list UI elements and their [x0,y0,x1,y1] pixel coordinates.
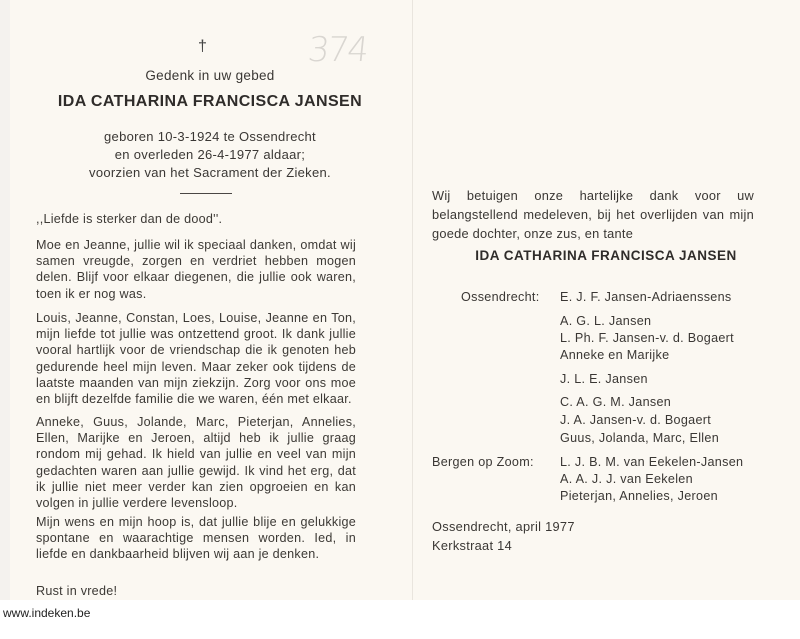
deceased-name: IDA CATHARINA FRANCISCA JANSEN [57,93,363,110]
family-member: J. A. Jansen-v. d. Bogaert [560,413,712,427]
paragraph: Moe en Jeanne, jullie wil ik speciaal danken, omdat wij samen vreugde, zorgen en verdriet hebben mogen delen. Blijf voor elkaar diegenen, die jullie ook waren, toen ik er nog was. [36,238,356,301]
closing-line: Rust in vrede! [36,584,118,598]
family-member: A. A. J. J. van Eekelen [560,472,693,486]
family-member: L. J. B. M. van Eekelen-Jansen [560,455,744,469]
family-member: Pieterjan, Annelies, Jeroen [560,489,718,503]
paragraph: Louis, Jeanne, Constan, Loes, Louise, Jeanne en Ton, mijn liefde tot jullie was ontzettend groot. Ik dank jullie vooral hartlijk voor de vriendschap die ik genoten heb gedurende heel mijn leven. Maar zeker ook tijdens de laatste maanden van mijn ziekzijn. Zorg voor ons moe en blijft dezelfde familie die we waren, één met elkaar. [36,311,356,407]
paragraph: Mijn wens en mijn hoop is, dat jullie blije en gelukkige spontane en waarachtige mensen worden. Ied, in liefde en dankbaarheid blijven wij aan je denken. [36,515,356,562]
family-member: L. Ph. F. Jansen-v. d. Bogaert [560,331,734,345]
cross-icon: † [198,38,207,55]
paragraph: Anneke, Guus, Jolande, Marc, Pieterjan, Annelies, Ellen, Marijke en Jeroen, altijd heb ik jullie graag rondom mij gehad. Ik hield van jullie en veel van mijn gedachten waren aan jullie gewijd. Ik vind het erg, dat ik jullie niet meer verder kan zien opgroeien en kan volgen in jullie verdere levensloop. [36,415,356,511]
quote: ,,Liefde is sterker dan de dood''. [36,212,223,226]
thanks-text: Wij betuigen onze hartelijke dank voor uw belangstellend medeleven, bij het overlijden van mijn goede dochter, onze zus, en tante [432,188,754,241]
place-date: Ossendrecht, april 1977 [432,519,575,534]
family-place: Bergen op Zoom: [432,455,534,469]
death-line: en overleden 26-4-1977 aldaar; [114,147,306,162]
gedenk-heading: Gedenk in uw gebed [145,68,275,83]
family-member: C. A. G. M. Jansen [560,395,672,409]
birth-line: geboren 10-3-1924 te Ossendrecht [104,129,316,144]
bottom-strip [0,600,800,639]
family-member: E. J. F. Jansen-Adriaenssens [560,290,732,304]
sacrament-line: voorzien van het Sacrament der Zieken. [89,165,331,180]
deceased-name-right: IDA CATHARINA FRANCISCA JANSEN [475,248,737,263]
address: Kerkstraat 14 [432,538,513,553]
family-member: J. L. E. Jansen [560,372,648,386]
source-url: www.indeken.be [3,606,91,620]
family-member: Anneke en Marijke [560,348,670,362]
divider [180,193,232,194]
family-place: Ossendrecht: [461,290,540,304]
family-member: A. G. L. Jansen [560,314,652,328]
family-member: Guus, Jolanda, Marc, Ellen [560,431,719,445]
birth-death-info [10,128,410,182]
handwritten-number: 374 [305,30,370,70]
